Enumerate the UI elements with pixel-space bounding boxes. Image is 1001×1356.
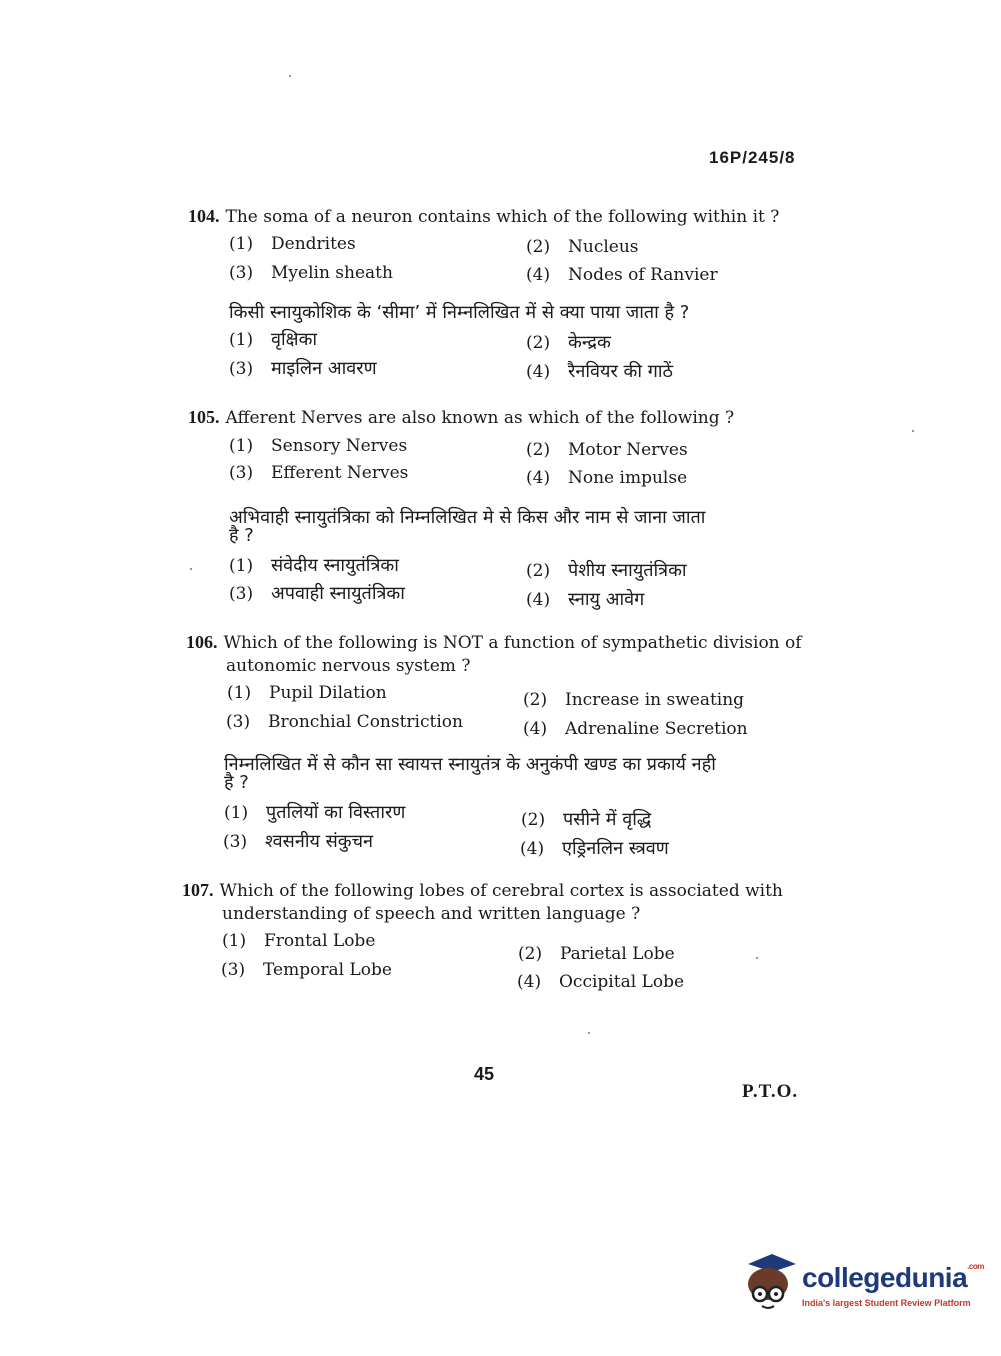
option-104-3: (3) Myelin sheath (229, 263, 393, 283)
option-107-3: (3) Temporal Lobe (221, 960, 392, 980)
page-number: 45 (474, 1064, 495, 1084)
hindi-question-106: निम्नलिखित में से कौन सा स्वायत्त स्नायुतंत्र के अनुकंपी खण्ड का प्रकार्य नही (224, 754, 716, 775)
option-104-4: (4) Nodes of Ranvier (526, 265, 718, 285)
hindi-question-104: किसी स्नायुकोशिक के ‘सीमा’ में निम्नलिखित में से क्या पाया जाता है ? (229, 302, 690, 323)
hindi-option-105-1: (1) संवेदीय स्नायुतंत्रिका (229, 555, 399, 576)
option-106-3: (3) Bronchial Constriction (226, 712, 463, 732)
hindi-option-105-2: (2) पेशीय स्नायुतंत्रिका (526, 560, 687, 581)
hindi-option-106-4: (4) एड्रिनलिन स्त्रवण (520, 838, 669, 859)
mascot-icon (742, 1250, 800, 1312)
collegedunia-logo (742, 1250, 984, 1320)
hindi-question-105-cont: है ? (229, 525, 254, 546)
hindi-option-104-2: (2) केन्द्रक (526, 332, 611, 353)
option-105-1: (1) Sensory Nerves (229, 436, 408, 456)
question-text: Which of the following is NOT a function of sympathetic division of (223, 633, 802, 653)
hindi-option-106-1: (1) पुतलियों का विस्तारण (224, 802, 406, 823)
hindi-option-106-2: (2) पसीने में वृद्धि (521, 809, 652, 830)
brand-tagline: India's largest Student Review Platform (802, 1298, 971, 1308)
option-107-2: (2) Parietal Lobe (518, 944, 675, 964)
question-105-text (188, 407, 734, 428)
question-104-text (188, 206, 779, 227)
page-code: 16P/245/8 (709, 148, 796, 167)
hindi-option-105-4: (4) स्नायु आवेग (526, 589, 645, 610)
hindi-option-105-3: (3) अपवाही स्नायुतंत्रिका (229, 583, 405, 604)
question-number: 106. (186, 632, 218, 652)
hindi-question-105: अभिवाही स्नायुतंत्रिका को निम्नलिखित मे से किस और नाम से जाना जाता (229, 507, 706, 528)
question-107-text (182, 880, 783, 901)
pto-label: P.T.O. (742, 1081, 799, 1102)
hindi-option-104-3: (3) माइलिन आवरण (229, 358, 377, 379)
option-105-4: (4) None impulse (526, 468, 688, 488)
option-105-2: (2) Motor Nerves (526, 440, 688, 460)
option-106-1: (1) Pupil Dilation (227, 683, 387, 703)
question-number: 105. (188, 407, 220, 427)
question-text: Which of the following lobes of cerebral cortex is associated with (219, 881, 783, 901)
option-107-1: (1) Frontal Lobe (222, 931, 376, 951)
option-107-4: (4) Occipital Lobe (517, 972, 685, 992)
question-text: The soma of a neuron contains which of the following within it ? (225, 207, 780, 227)
question-number: 107. (182, 880, 214, 900)
question-number: 104. (188, 206, 220, 226)
hindi-option-104-4: (4) रैनवियर की गाठें (526, 361, 674, 382)
question-106-text (186, 632, 802, 653)
option-106-4: (4) Adrenaline Secretion (523, 719, 748, 739)
hindi-option-106-3: (3) श्वसनीय संकुचन (223, 831, 374, 852)
option-106-2: (2) Increase in sweating (523, 690, 745, 710)
question-107-text-cont: understanding of speech and written language ? (222, 904, 641, 924)
hindi-question-106-cont: है ? (224, 772, 249, 793)
option-104-1: (1) Dendrites (229, 234, 356, 254)
question-106-text-cont: autonomic nervous system ? (226, 656, 471, 676)
question-text: Afferent Nerves are also known as which of the following ? (225, 408, 735, 428)
brand-name: collegedunia$^{.com}$ (802, 1262, 984, 1293)
option-104-2: (2) Nucleus (526, 237, 639, 257)
option-105-3: (3) Efferent Nerves (229, 463, 409, 483)
hindi-option-104-1: (1) वृक्षिका (229, 329, 318, 350)
